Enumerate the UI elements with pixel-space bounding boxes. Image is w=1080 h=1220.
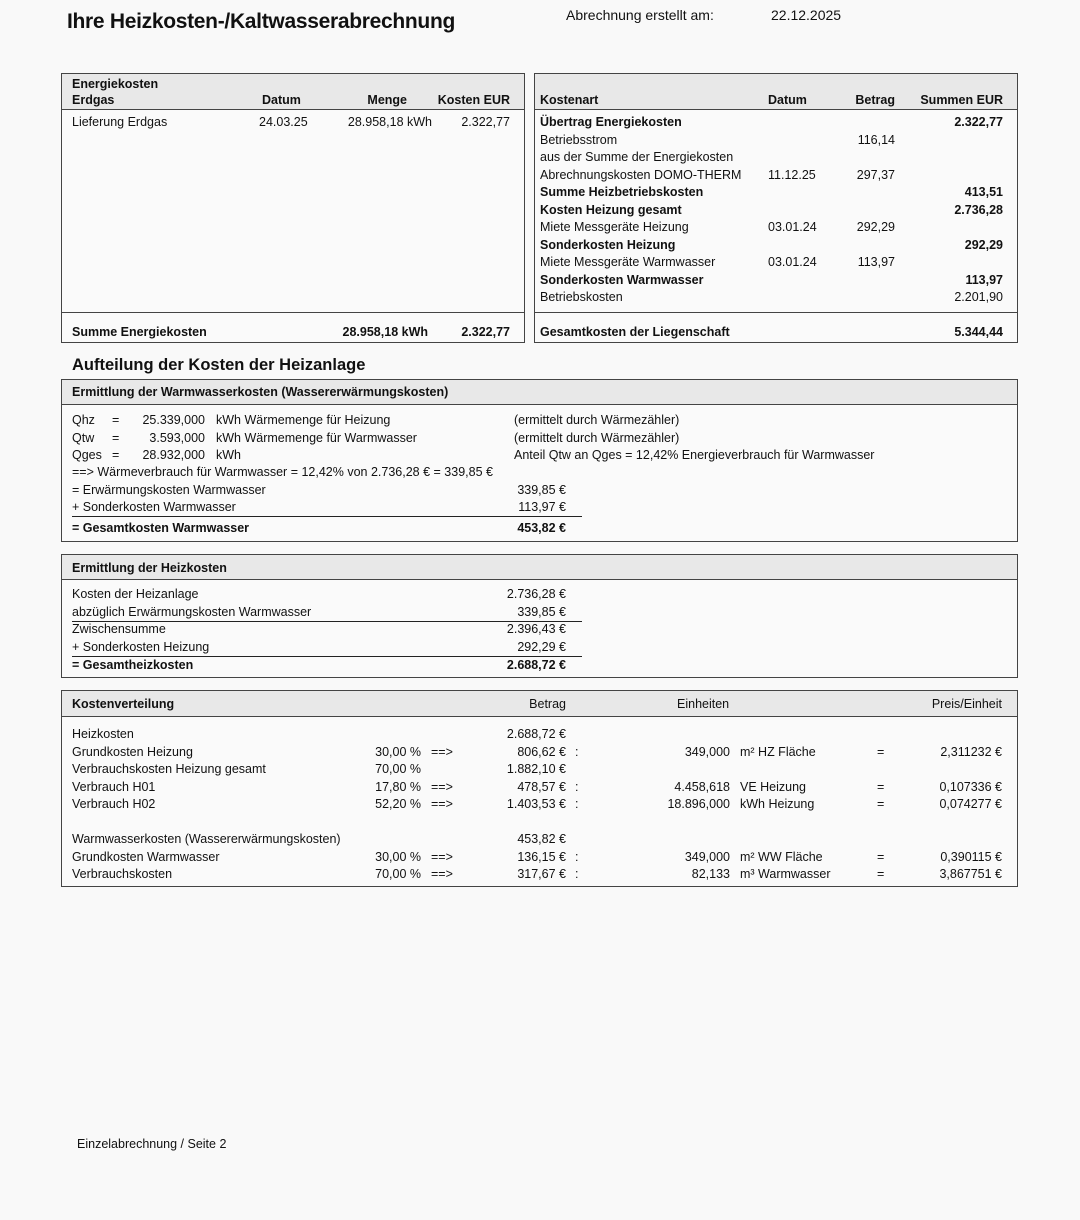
heating-row-label: Zwischensumme	[72, 622, 166, 636]
distribution-row-arrow: ==>	[431, 867, 453, 881]
cost-row-sum: 113,97	[965, 272, 1003, 287]
distribution-row-units: 4.458,618	[674, 779, 730, 794]
q-description: kWh Wärmemenge für Heizung	[216, 413, 391, 427]
cost-row-date: 03.01.24	[768, 220, 817, 234]
cost-row-betrag: 113,97	[857, 255, 895, 269]
q-description: kWh Wärmemenge für Warmwasser	[216, 430, 417, 445]
distribution-row-percent: 30,00 %	[375, 744, 421, 759]
energy-total-divider	[62, 312, 524, 313]
cost-row-sum: 2.322,77	[954, 115, 1003, 129]
q-equals: =	[112, 430, 120, 445]
cost-row-label: aus der Summe der Energiekosten	[540, 150, 734, 164]
cost-row-label: Sonderkosten Warmwasser	[540, 272, 704, 287]
distribution-row-price: 0,390115 €	[940, 849, 1002, 864]
distribution-row-colon: :	[575, 779, 579, 794]
distribution-row-units: 349,000	[684, 744, 730, 759]
distribution-row-betrag: 806,62 €	[517, 744, 566, 759]
distribution-row-label: Heizkosten	[72, 727, 134, 741]
created-date: 22.12.2025	[771, 7, 842, 23]
distribution-row-percent: 52,20 %	[375, 797, 421, 811]
cost-row-label: Miete Messgeräte Warmwasser	[540, 255, 716, 269]
warmwater-calc-value-0: 339,85 €	[517, 483, 566, 497]
q-value: 28.932,000	[142, 448, 205, 462]
q-note: (ermittelt durch Wärmezähler)	[514, 430, 680, 445]
distribution-row-betrag: 317,67 €	[517, 867, 566, 881]
energy-row-date: 24.03.25	[259, 115, 308, 129]
distribution-row-unit-label: m² WW Fläche	[740, 849, 823, 864]
distribution-col-price: Preis/Einheit	[931, 697, 1002, 711]
distribution-row-units: 82,133	[691, 867, 730, 881]
cost-row-label: Summe Heizbetriebskosten	[540, 185, 704, 199]
cost-col-date: Datum	[768, 93, 807, 107]
heating-row-value: 292,29 €	[517, 639, 566, 654]
heating-row-value: 339,85 €	[517, 604, 566, 619]
cost-row-betrag: 297,37	[856, 167, 895, 182]
cost-total-divider	[535, 312, 1017, 313]
q-value: 3.593,000	[149, 430, 205, 445]
heating-row-label: Kosten der Heizanlage	[72, 587, 199, 601]
cost-row-sum: 2.201,90	[954, 290, 1003, 304]
distribution-row-colon: :	[575, 797, 579, 811]
heating-row-value: 2.396,43 €	[506, 622, 566, 636]
cost-total-label: Gesamtkosten der Liegenschaft	[540, 325, 730, 339]
q-description: kWh	[216, 448, 241, 462]
distribution-row-colon: :	[575, 744, 579, 759]
heating-total-value: 2.688,72 €	[506, 658, 566, 672]
heating-row-value: 2.736,28 €	[506, 587, 566, 601]
cost-col-sum: Summen EUR	[920, 93, 1003, 107]
heating-row-label: abzüglich Erwärmungskosten Warmwasser	[72, 604, 312, 619]
cost-row-label: Kosten Heizung gesamt	[540, 202, 682, 217]
heating-header	[62, 555, 1017, 580]
energy-col-cost: Kosten EUR	[437, 93, 510, 107]
warmwater-calc-label-1: + Sonderkosten Warmwasser	[72, 500, 236, 514]
q-equals: =	[112, 413, 120, 427]
distribution-row-colon: :	[575, 867, 579, 881]
distribution-row-equals: =	[877, 849, 885, 864]
page-footer: Einzelabrechnung / Seite 2	[77, 1137, 227, 1151]
created-label: Abrechnung erstellt am:	[566, 7, 714, 23]
q-note: Anteil Qtw an Qges = 12,42% Energieverbrauch für Warmwasser	[514, 448, 875, 462]
distribution-row-betrag: 1.882,10 €	[506, 762, 566, 776]
energy-col-date: Datum	[262, 93, 301, 107]
energy-row-cost: 2.322,77	[461, 115, 510, 129]
distribution-row-betrag: 2.688,72 €	[506, 727, 566, 741]
cost-distribution-table	[61, 690, 1018, 887]
cost-row-date: 03.01.24	[768, 255, 817, 269]
cost-row-betrag: 116,14	[857, 132, 895, 147]
distribution-row-betrag: 1.403,53 €	[506, 797, 566, 811]
energy-row-label: Lieferung Erdgas	[72, 115, 168, 129]
cost-col-betrag: Betrag	[855, 93, 895, 107]
cost-row-date: 11.12.25	[768, 167, 816, 182]
distribution-row-percent: 70,00 %	[375, 867, 421, 881]
distribution-row-equals: =	[877, 867, 885, 881]
cost-row-sum: 413,51	[964, 185, 1003, 199]
cost-row-sum: 2.736,28	[954, 202, 1003, 217]
q-equals: =	[112, 448, 120, 462]
distribution-row-percent: 30,00 %	[375, 849, 421, 864]
energy-total-cost: 2.322,77	[461, 325, 510, 339]
distribution-row-equals: =	[877, 779, 885, 794]
energy-table-header	[62, 74, 524, 110]
cost-row-label: Sonderkosten Heizung	[540, 237, 676, 252]
distribution-row-label: Grundkosten Heizung	[72, 744, 193, 759]
distribution-row-unit-label: VE Heizung	[740, 779, 807, 794]
distribution-row-label: Verbrauch H02	[72, 797, 156, 811]
distribution-row-units: 349,000	[684, 849, 730, 864]
warmwater-total-label: = Gesamtkosten Warmwasser	[72, 521, 250, 535]
cost-row-label: Übertrag Energiekosten	[540, 115, 682, 129]
energy-header-title: Energiekosten	[72, 77, 159, 91]
distribution-row-equals: =	[877, 797, 885, 811]
cost-types-table	[534, 73, 1018, 343]
warmwater-formula: ==> Wärmeverbrauch für Warmwasser = 12,42% von 2.736,28 € = 339,85 €	[72, 465, 493, 479]
heating-line-1	[72, 621, 582, 622]
cost-row-sum: 292,29	[964, 237, 1003, 252]
distribution-row-unit-label: kWh Heizung	[740, 797, 815, 811]
distribution-title: Kostenverteilung	[72, 697, 175, 711]
distribution-row-price: 2,311232 €	[940, 744, 1002, 759]
heating-title: Ermittlung der Heizkosten	[72, 561, 227, 575]
distribution-row-price: 0,074277 €	[939, 797, 1002, 811]
distribution-row-label: Verbrauchskosten	[72, 867, 173, 881]
distribution-row-betrag: 136,15 €	[517, 849, 566, 864]
energy-total-amount: 28.958,18 kWh	[342, 325, 428, 339]
energy-col-amount: Menge	[367, 93, 407, 107]
q-symbol: Qges	[72, 448, 102, 462]
cost-total-sum: 5.344,44	[954, 325, 1003, 339]
document-title: Ihre Heizkosten-/Kaltwasserabrechnung	[67, 10, 456, 33]
cost-row-label: Abrechnungskosten DOMO-THERM	[540, 167, 742, 182]
distribution-col-units: Einheiten	[677, 697, 730, 711]
distribution-col-betrag: Betrag	[529, 697, 566, 711]
distribution-row-betrag: 453,82 €	[517, 832, 566, 846]
distribution-row-label: Warmwasserkosten (Wassererwärmungskosten)	[72, 832, 341, 846]
warmwater-header	[62, 380, 1017, 405]
q-symbol: Qhz	[72, 413, 95, 427]
distribution-row-equals: =	[877, 744, 885, 759]
cost-row-label: Betriebsstrom	[540, 132, 618, 147]
heating-total-label: = Gesamtheizkosten	[72, 658, 194, 672]
cost-row-label: Betriebskosten	[540, 290, 623, 304]
distribution-row-label: Verbrauchskosten Heizung gesamt	[72, 762, 266, 776]
distribution-row-percent: 70,00 %	[375, 762, 421, 776]
distribution-row-price: 0,107336 €	[939, 779, 1002, 794]
distribution-row-colon: :	[575, 849, 579, 864]
heating-row-label: + Sonderkosten Heizung	[72, 639, 210, 654]
cost-row-label: Miete Messgeräte Heizung	[540, 220, 689, 234]
distribution-row-label: Verbrauch H01	[72, 779, 156, 794]
energy-total-label: Summe Energiekosten	[72, 325, 207, 339]
distribution-row-units: 18.896,000	[667, 797, 730, 811]
distribution-row-unit-label: m³ Warmwasser	[740, 867, 831, 881]
distribution-row-betrag: 478,57 €	[517, 779, 566, 794]
distribution-row-arrow: ==>	[431, 779, 453, 794]
distribution-row-label: Grundkosten Warmwasser	[72, 849, 220, 864]
distribution-row-price: 3,867751 €	[939, 867, 1002, 881]
q-symbol: Qtw	[72, 430, 95, 445]
warmwater-calculation	[61, 379, 1018, 542]
energy-costs-table	[61, 73, 525, 343]
distribution-row-arrow: ==>	[431, 797, 453, 811]
cost-row-betrag: 292,29	[856, 220, 895, 234]
warmwater-total-value: 453,82 €	[517, 521, 566, 535]
heating-calculation	[61, 554, 1018, 678]
cost-table-header	[535, 74, 1017, 110]
distribution-header	[62, 691, 1017, 717]
distribution-row-arrow: ==>	[431, 849, 453, 864]
section-title: Aufteilung der Kosten der Heizanlage	[72, 356, 366, 374]
warmwater-calc-value-1: 113,97 €	[518, 500, 566, 514]
energy-header-subtitle: Erdgas	[72, 93, 115, 107]
warmwater-calc-label-0: = Erwärmungskosten Warmwasser	[72, 483, 266, 497]
energy-row-amount: 28.958,18 kWh	[347, 115, 432, 129]
warmwater-title: Ermittlung der Warmwasserkosten (Wassererwärmungskosten)	[72, 385, 449, 399]
cost-col-type: Kostenart	[540, 93, 599, 107]
distribution-row-arrow: ==>	[431, 744, 453, 759]
q-note: (ermittelt durch Wärmezähler)	[514, 413, 680, 427]
distribution-row-unit-label: m² HZ Fläche	[740, 744, 816, 759]
distribution-row-percent: 17,80 %	[375, 779, 421, 794]
warmwater-sum-line	[72, 516, 582, 517]
q-value: 25.339,000	[142, 413, 205, 427]
